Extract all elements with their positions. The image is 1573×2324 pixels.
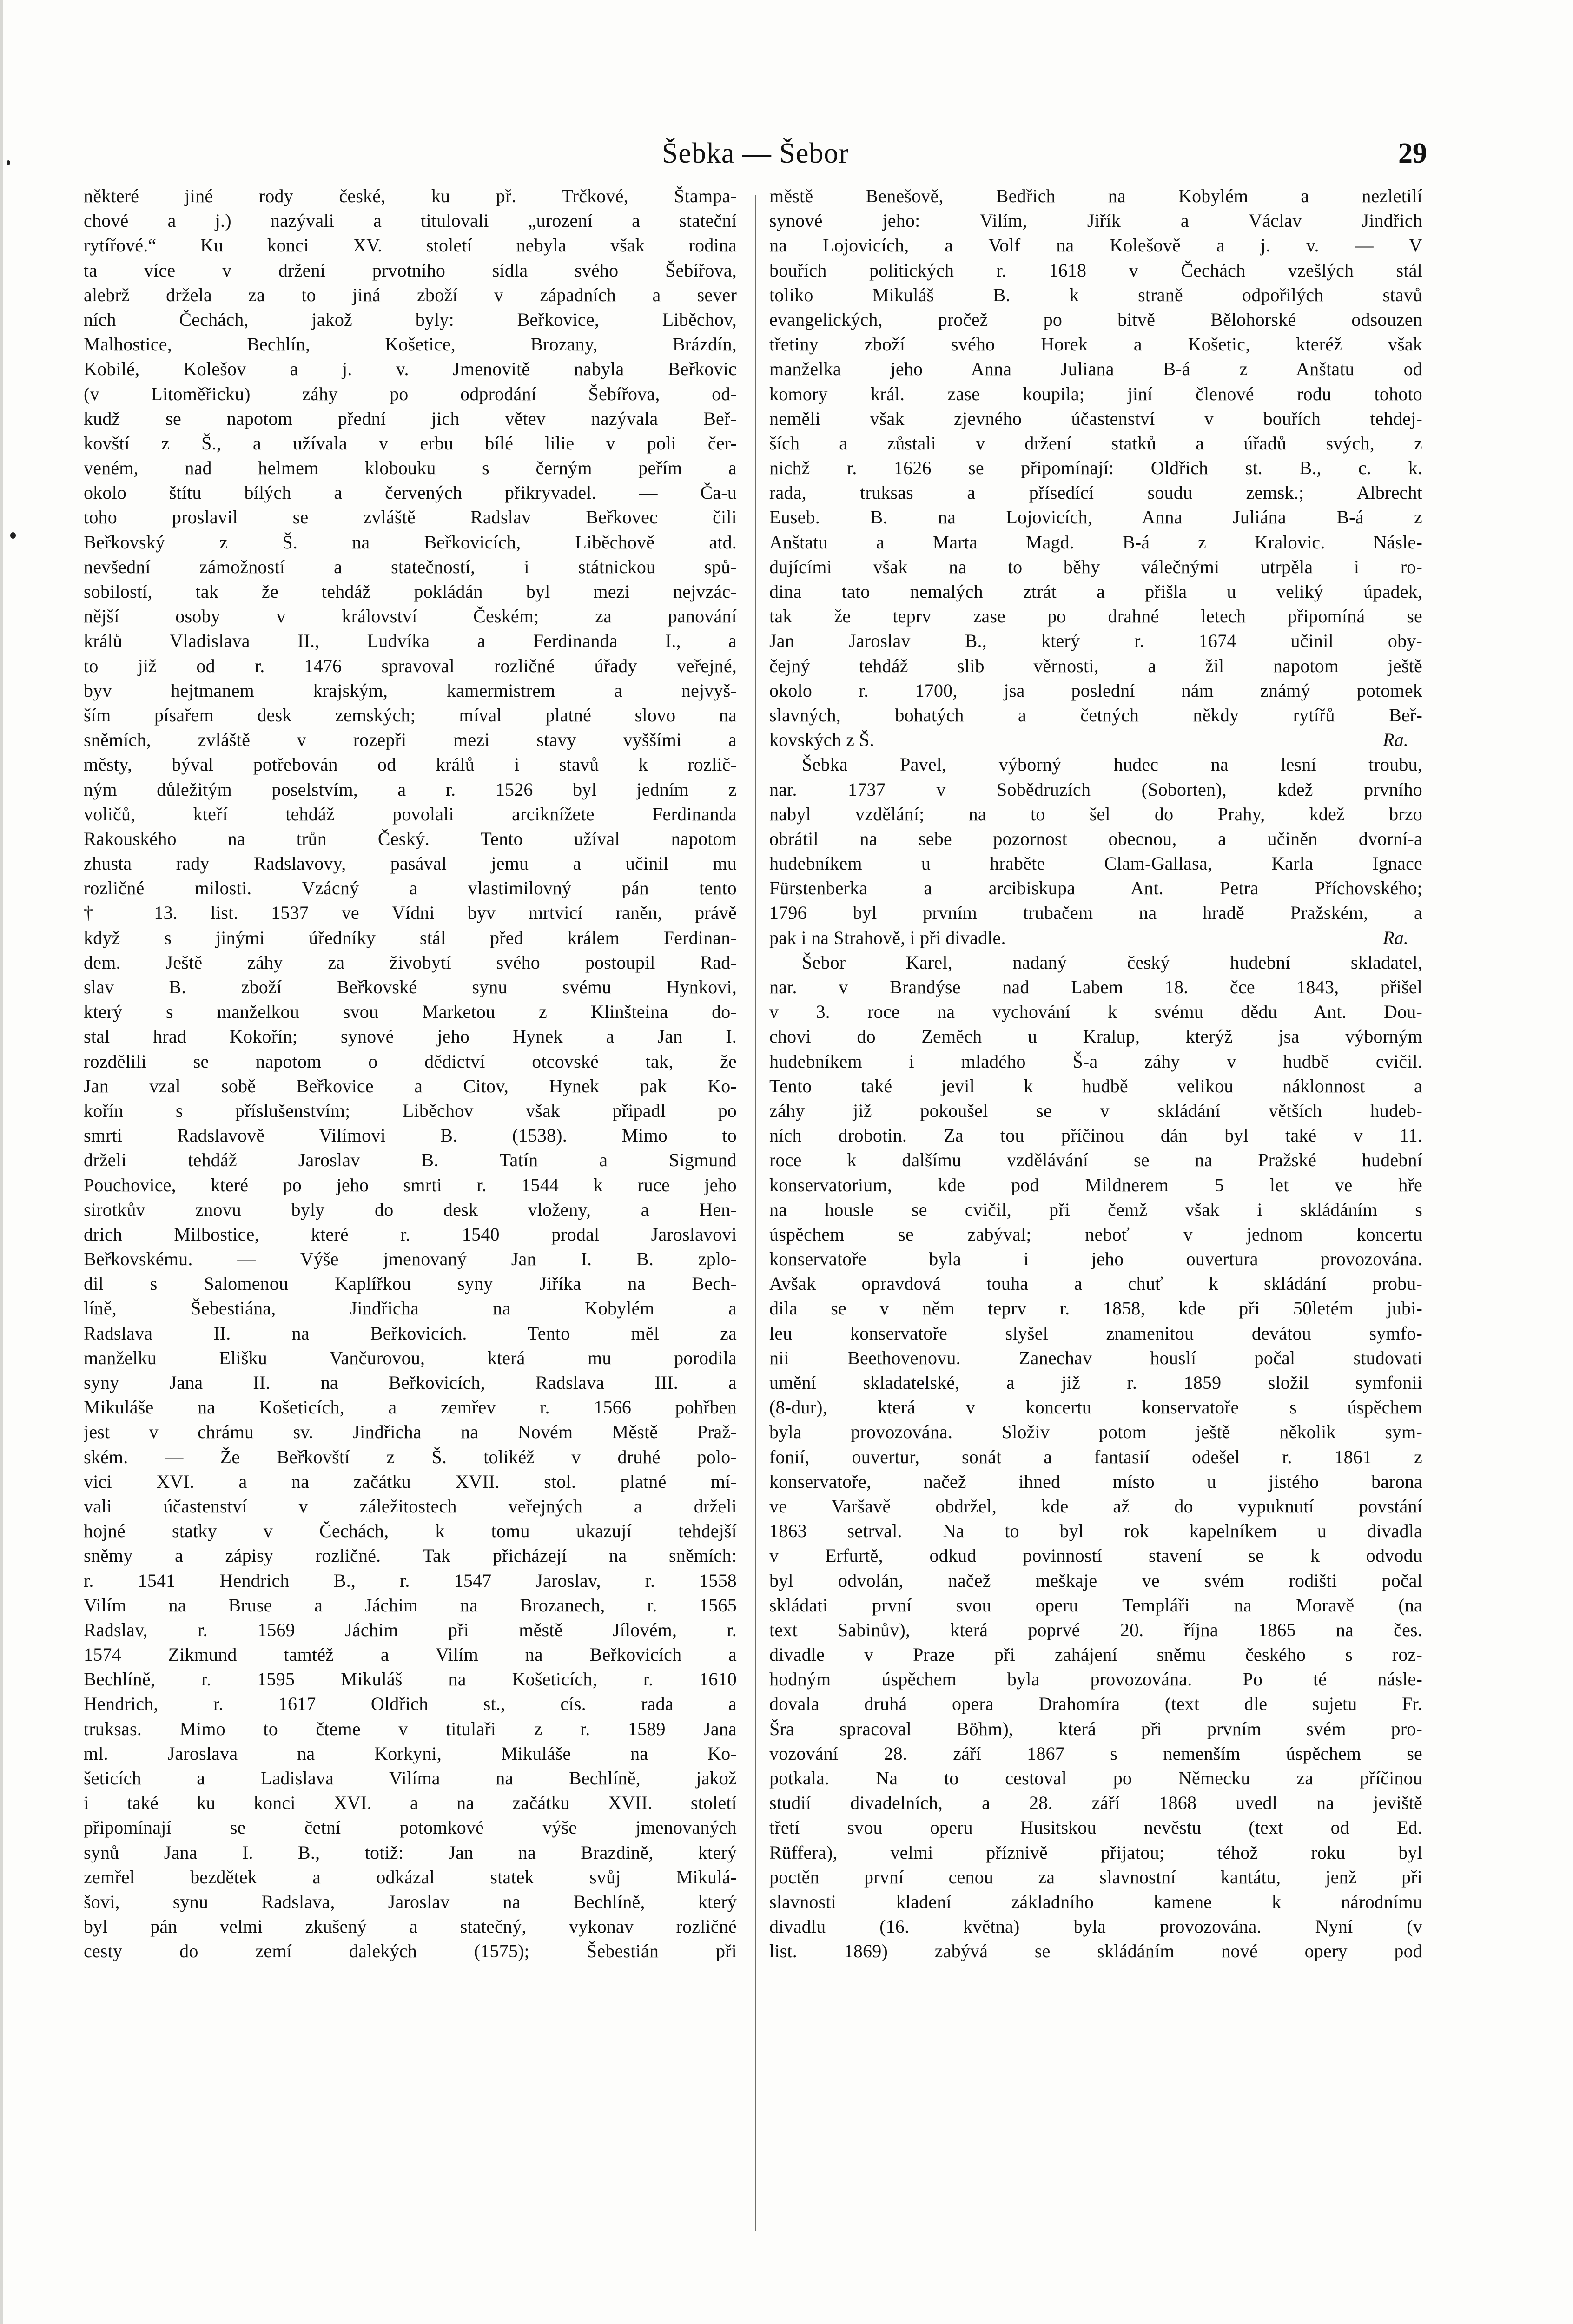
text-line: poctěn první cenou za slavnostní kantátu, jenž při [769,1866,1422,1888]
text-line: divadlu (16. května) byla provozována. Nyní (v [769,1916,1422,1937]
text-line: ve Varšavě obdržel, kde až do vypuknutí povstání [769,1495,1422,1517]
text-line: městě Benešově, Bedřich na Kobylém a nezletilí [769,185,1422,206]
text-line: Šra spracoval Böhm), která při prvním svém pro- [769,1718,1422,1739]
text-line: Fürstenberka a arcibiskupa Ant. Petra Příchovského; [769,878,1422,899]
text-line: nar. v Brandýse nad Labem 18. čce 1843, přišel [769,977,1422,997]
text-line: komory král. zase koupila; jiní členové rodu tohoto [769,383,1422,404]
text-line: kovští z Š., a užívala v erbu bílé lilie v poli čer- [84,432,737,454]
text-line: ních drobotin. Za tou příčinou dán byl také v 11. [769,1125,1422,1146]
text-line: stal hrad Kokořín; synové jeho Hynek a Jan I. [84,1026,737,1047]
text-line: dujícími však na to běhy válečnými utrpěla i ro- [769,556,1422,577]
text-line: líně, Šebestiána, Jindřicha na Kobylém a [84,1298,737,1319]
text-line: fonií, ouvertur, sonát a fantasií odešel r. 1861 z [769,1446,1422,1467]
text-line: Anštatu a Marta Magd. B-á z Kralovic. Násle- [769,531,1422,553]
text-line: Šebor Karel, nadaný český hudební skladatel, [802,951,1422,973]
text-line: úspěchem se zabýval; neboť v jednom koncertu [769,1223,1422,1245]
text-line: obrátil na sebe pozornost obecnou, a učiněn dvorní-a [769,828,1422,849]
text-line: pak i na Strahově, i při divadle. Ra. [769,925,1422,950]
text-line: toliko Mikuláš B. k straně odpořilých stavů [769,284,1422,305]
text-line: třetí svou operu Husitskou nevěstu (text od Ed. [769,1817,1422,1838]
text-line: byl odvolán, načež meškaje ve svém rodišti počal [769,1570,1422,1591]
text-line: na Lojovicích, a Volf na Kolešově a j. v. — V [769,235,1422,256]
text-line: v Erfurtě, odkud povinností stavení se k odvodu [769,1545,1422,1566]
author-signature: Ra. [1382,927,1408,948]
text-line: konservatoře byla i jeho ouvertura provozována. [769,1248,1422,1270]
text-line: leu konservatoře slyšel znamenitou devátou symfo- [769,1322,1422,1344]
text-line: Rakouského na trůn Český. Tento užíval napotom [84,828,737,849]
text-line: šeticích a Ladislava Vilíma na Bechlíně, jakož [84,1768,737,1789]
scan-speck [10,532,16,539]
text-line: ným důležitým poselstvím, a r. 1526 byl jedním z [84,779,737,800]
text-line: chové a j.) nazývali a titulovali „urození a stateční [84,210,737,231]
author-signature: Ra. [1382,729,1408,751]
left-column-text [84,184,737,2247]
text-line: ta více v držení prvotního sídla svého Šebířova, [84,259,737,281]
text-line: list. 1869) zabývá se skládáním nové opery pod [769,1941,1422,1962]
text-line: okolo r. 1700, jsa poslední nám známý potomek [769,680,1422,701]
text-line: jest v chrámu sv. Jindřicha na Novém Městě Praž- [84,1421,737,1443]
text-line: nabyl vzdělání; na to šel do Prahy, kdež brzo [769,803,1422,825]
text-line: Mikuláše na Košeticích, a zemřev r. 1566 pohřben [84,1397,737,1418]
text-line: dila se v něm teprv r. 1858, kde při 50letém jubi- [769,1298,1422,1319]
text-line: Malhostice, Bechlín, Košetice, Brozany, Brázdín, [84,334,737,355]
text-line: voličů, kteří tehdáž povolali arciknížete Ferdinanda [84,803,737,825]
text-line: 1863 setrval. Na to byl rok kapelníkem u divadla [769,1520,1422,1542]
text-line: manželku Elišku Vančurovou, která mu porodila [84,1347,737,1368]
text-line: konservatorium, kde pod Mildnerem 5 let ve hře [769,1174,1422,1195]
text-line: v 3. roce na vychování k svému dědu Ant. Dou- [769,1001,1422,1023]
text-line: umění skladatelské, a již r. 1859 složil symfonii [769,1372,1422,1393]
text-line: byv hejtmanem krajským, kamermistrem a nejvyš- [84,680,737,701]
text-line: neměli však zjevného účastenství v bouřích tehdej- [769,408,1422,429]
text-line: roce k dalšímu vzdělávání se na Pražské hudební [769,1149,1422,1171]
text-line: třetiny zboží svého Horek a Košetic, kteréž však [769,334,1422,355]
text-line: kovských z Š. Ra. [769,727,1422,752]
text-line: ml. Jaroslava na Korkyni, Mikuláše na Ko- [84,1743,737,1764]
column-divider [755,195,756,2231]
text-line: chovi do Zeměch u Kralup, kterýž jsa výborným [769,1026,1422,1047]
text-line: Vilím na Bruse a Jáchim na Brozanech, r. 1565 [84,1594,737,1616]
text-line: rozdělili se napotom o dědictví otcovské tak, že [84,1050,737,1072]
text-line: (8-dur), která v koncertu konservatoře s úspěchem [769,1397,1422,1418]
text-line: vici XVI. a na začátku XVII. stol. platné mí- [84,1471,737,1492]
text-line: studií divadelních, a 28. září 1868 uvedl na jeviště [769,1792,1422,1814]
text-line: tak že teprv zase po drahné letech připomíná se [769,606,1422,627]
text-line: Pouchovice, které po jeho smrti r. 1544 k ruce jeho [84,1174,737,1195]
text-line: text Sabinův), která poprvé 20. října 1865 na čes. [769,1619,1422,1640]
scan-speck [7,160,10,165]
text-line: byl pán velmi zkušený a statečný, vykonav rozličné [84,1916,737,1937]
text-line: hudebníkem u hraběte Clam-Gallasa, Karla Ignace [769,853,1422,874]
text-line: rytířové.“ Ku konci XV. století nebyla však rodina [84,235,737,256]
text-line: drich Milbostice, které r. 1540 prodal Jaroslavovi [84,1223,737,1245]
text-line: slav B. zboží Beřkovské synu svému Hynkovi, [84,977,737,997]
text-line: (v Litoměřicku) záhy po odprodání Šebířova, od- [84,383,737,404]
text-line: evangelických, pročež po bitvě Bělohorské odsouzen [769,309,1422,330]
right-column-text [769,184,1422,2247]
text-line: dovala druhá opera Drahomíra (text dle sujetu Fr. [769,1693,1422,1715]
text-line: sněmy a zápisy rozličné. Tak přicházejí na sněmích: [84,1545,737,1566]
text-line: čejný tehdáž slib věrnosti, a žil napotom ještě [769,655,1422,676]
text-line: sobilostí, tak že tehdáž pokládán byl mezi nejvzác- [84,581,737,602]
text-line: Tento také jevil k hudbě velikou náklonnost a [769,1075,1422,1096]
text-line: nější osoby v království Českém; za panování [84,606,737,627]
text-line: Rüffera), velmi příznivě přijatou; téhož roku byl [769,1842,1422,1863]
text-line: šovi, synu Radslava, Jaroslav na Bechlíně, který [84,1891,737,1912]
text-line: sirotkův znovu byly do desk vloženy, a Hen- [84,1199,737,1220]
text-line: záhy již pokoušel se v skládání větších hudeb- [769,1100,1422,1121]
text-line: vali účastenství v záležitostech veřejných a drželi [84,1495,737,1517]
text-line: Jan Jaroslav B., který r. 1674 učinil oby- [769,630,1422,652]
text-line: rada, truksas a přísedící soudu zemsk.; Albrecht [769,482,1422,503]
text-line: synů Jana I. B., totiž: Jan na Brazdině, který [84,1842,737,1863]
text-line: syny Jana II. na Beřkovicích, Radslava III. a [84,1372,737,1393]
text-line: Beřkovskému. — Výše jmenovaný Jan I. B. zplo- [84,1248,737,1270]
text-line: cesty do zemí dalekých (1575); Šebestián při [84,1941,737,1962]
text-line: i také ku konci XVI. a na začátku XVII. století [84,1792,737,1814]
text-line: ních Čechách, jakož byly: Beřkovice, Liběchov, [84,309,737,330]
running-header [84,135,1427,177]
text-line: městy, býval potřebován od králů i stavů k rozlič- [84,754,737,775]
page-number: 29 [1398,138,1427,169]
text-line: připomínají se četní potomkové výše jmenovaných [84,1817,737,1838]
text-line: zemřel bezdětek a odkázal statek svůj Mikulá- [84,1866,737,1888]
text-line: ském. — Že Beřkovští z Š. tolikéž v druhé polo- [84,1446,737,1467]
text-line: kořín s příslušenstvím; Liběchov však připadl po [84,1100,737,1121]
text-line: sněmích, zvláště v rozepři mezi stavy vyššími a [84,729,737,751]
text-line: potkala. Na to cestoval po Německu za příčinou [769,1768,1422,1789]
text-line: Bechlíně, r. 1595 Mikuláš na Košeticích, r. 1610 [84,1669,737,1690]
text-line: to již od r. 1476 spravoval rozličné úřady veřejné, [84,655,737,676]
text-line: když s jinými úředníky stál před králem Ferdinan- [84,927,737,948]
text-line: Jan vzal sobě Beřkovice a Citov, Hynek pak Ko- [84,1075,737,1096]
text-line: synové jeho: Vilím, Jiřík a Václav Jindřich [769,210,1422,231]
text-line: 1574 Zikmund tamtéž a Vilím na Beřkovicích a [84,1644,737,1665]
text-line: alebrž držela za to jiná zboží v západních a sever [84,284,737,305]
text-line: zhusta rady Radslavovy, pasával jemu a učinil mu [84,853,737,874]
text-line: kudž se napotom přední jich větev nazývala Beř- [84,408,737,429]
text-line: ším písařem desk zemských; míval platné slovo na [84,704,737,726]
text-line: truksas. Mimo to čteme v titulaři z r. 1589 Jana [84,1718,737,1739]
text-line: nii Beethovenovu. Zanechav houslí počal studovati [769,1347,1422,1368]
header-title: Šebka — Šebor [661,138,849,169]
text-line: některé jiné rody české, ku př. Trčkové, Štampa- [84,185,737,206]
text-line: Beřkovský z Š. na Beřkovicích, Liběchově atd. [84,531,737,553]
text-line: drželi tehdáž Jaroslav B. Tatín a Sigmund [84,1149,737,1171]
text-line: dem. Ještě záhy za živobytí svého postoupil Rad- [84,951,737,973]
text-line: Radslava II. na Beřkovicích. Tento měl za [84,1322,737,1344]
text-line: 1796 byl prvním trubačem na hradě Pražském, a [769,902,1422,924]
text-line: okolo štítu bílých a červených přikryvadel. — Ča-u [84,482,737,503]
text-line: nar. 1737 v Sobědruzích (Soborten), kdež prvního [769,779,1422,800]
text-line: rozličné milosti. Vzácný a vlastimilovný pán tento [84,878,737,899]
text-line: bouřích politických r. 1618 v Čechách vzešlých stál [769,259,1422,281]
text-line: Radslav, r. 1569 Jáchim při městě Jílovém, r. [84,1619,737,1640]
text-line: dil s Salomenou Kaplířkou syny Jiříka na Bech- [84,1273,737,1294]
text-line: králů Vladislava II., Ludvíka a Ferdinanda I., a [84,630,737,652]
text-line: Euseb. B. na Lojovicích, Anna Juliána B-á z [769,507,1422,528]
text-line: Avšak opravdová touha a chuť k skládání probu- [769,1273,1422,1294]
text-line: nevšední zámožností a statečností, i státnickou spů- [84,556,737,577]
text-line: manželka jeho Anna Juliana B-á z Anštatu od [769,358,1422,380]
text-line: ších a zůstali v držení statků a úřadů svých, z [769,432,1422,454]
text-line: konservatoře, načež ihned místo u jistého barona [769,1471,1422,1492]
text-line: vozování 28. září 1867 s nemenším úspěchem se [769,1743,1422,1764]
text-line: r. 1541 Hendrich B., r. 1547 Jaroslav, r. 1558 [84,1570,737,1591]
text-line: slavných, bohatých a četných někdy rytířů Beř- [769,704,1422,726]
text-line: smrti Radslavově Vilímovi B. (1538). Mimo to [84,1125,737,1146]
text-line: nichž r. 1626 se připomínají: Oldřich st. B., c. k. [769,457,1422,479]
text-line: dina tato nemalých ztrát a přišla u veliký úpadek, [769,581,1422,602]
text-line: hodným úspěchem byla provozována. Po té násle- [769,1669,1422,1690]
text-line: Šebka Pavel, výborný hudec na lesní troubu, [802,754,1422,775]
text-line: který s manželkou svou Marketou z Klinšteina do- [84,1001,737,1023]
text-line: hojné statky v Čechách, k tomu ukazují tehdejší [84,1520,737,1542]
text-line: Kobilé, Kolešov a j. v. Jmenovitě nabyla Beřkovic [84,358,737,380]
text-line: Hendrich, r. 1617 Oldřich st., cís. rada a [84,1693,737,1715]
text-line: toho proslavil se zvláště Radslav Beřkovec čili [84,507,737,528]
text-line: byla provozována. Složiv potom ještě několik sym- [769,1421,1422,1443]
text-line: skládati první svou operu Templáři na Moravě (na [769,1594,1422,1616]
page-edge-shadow [0,0,3,2324]
text-line: hudebníkem i mladého Š-a záhy v hudbě cvičil. [769,1050,1422,1072]
text-line: † 13. list. 1537 ve Vídni byv mrtvicí raněn, právě [84,902,737,924]
text-line: slavnosti kladení základního kamene k národnímu [769,1891,1422,1912]
text-line: na housle se cvičil, při čemž však i skládáním s [769,1199,1422,1220]
text-line: divadle v Praze při zahájení sněmu českého s roz- [769,1644,1422,1665]
text-line: veném, nad helmem klobouku s černým peřím a [84,457,737,479]
